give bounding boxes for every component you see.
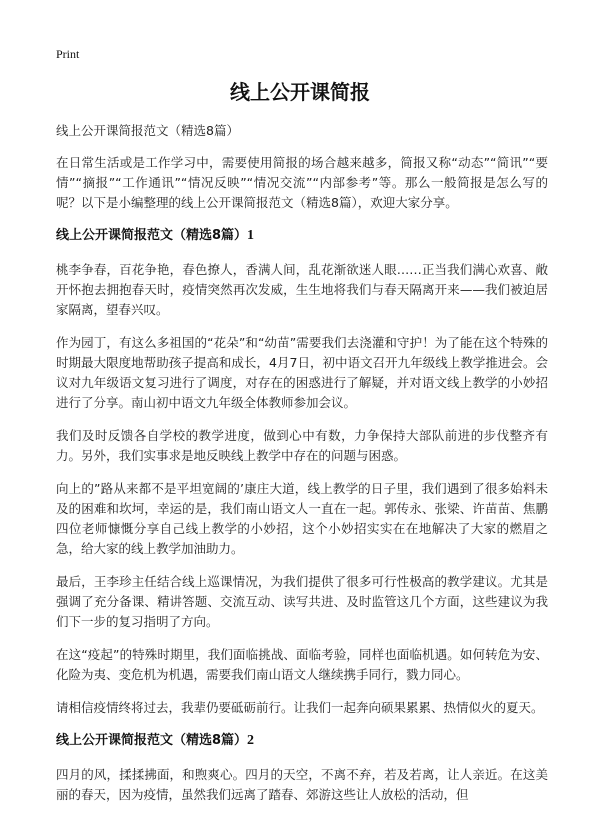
section-heading-text: 线上公开课简报范文（精选8篇） bbox=[56, 733, 248, 748]
intro-paragraph: 在日常生活或是工作学习中，需要使用简报的场合越来越多，简报又称“动态”“简讯”“要情”“摘报”“工作通讯”“情况反映”“情况交流”“内部参考”等。那么一般简报是怎么写的呢？以下是小编整理的线上公开课简报范文（精选8篇），欢迎大家分享。 bbox=[56, 155, 548, 210]
section-heading-text: 线上公开课简报范文（精选8篇） bbox=[56, 228, 248, 243]
section-heading bbox=[56, 731, 548, 751]
document-subtitle: 线上公开课简报范文（精选8篇） bbox=[56, 123, 239, 138]
body-paragraph: 请相信疫情终将过去，我辈仍要砥砺前行。让我们一起奔向硕果累累、热情似火的夏天。 bbox=[56, 700, 544, 715]
body-paragraph: 我们及时反馈各自学校的教学进度，做到心中有数，力争保持大部队前进的步伐整齐有力。另外，我们实事求是地反映线上教学中存在的问题与困惑。 bbox=[56, 428, 548, 463]
document-body bbox=[56, 121, 548, 818]
section-heading bbox=[56, 226, 548, 246]
section-heading-number: 1 bbox=[247, 228, 255, 243]
page-title: 线上公开课简报 bbox=[230, 80, 370, 104]
body-paragraph: 作为园丁，有这么多祖国的“花朵”和“幼苗”需要我们去浇灌和守护！为了能在这个特殊的时期最大限度地帮助孩子提高和成长，4月7日，初中语文召开九年级线上教学推进会。会议对九年级语文复习进行了调度，对存在的困惑进行了解疑，并对语文线上教学的小妙招进行了分享。南山初中语文九年级全体教师参加会议。 bbox=[56, 335, 548, 410]
section-1 bbox=[56, 226, 548, 718]
body-paragraph: 四月的风，揉揉拂面，和煦爽心。四月的天空，不离不弃，若及若离，让人亲近。在这美丽的春天，因为疫情，虽然我们远离了踏春、郊游这些让人放松的活动，但 bbox=[56, 767, 548, 802]
body-paragraph: 最后，王李珍主任结合线上巡课情况，为我们提供了很多可行性极高的教学建议。尤其是强调了充分备课、精讲答题、交流互动、读写共进、及时监管这几个方面，这些建议为我们下一步的复习指明了方向。 bbox=[56, 574, 548, 629]
body-paragraph: 在这“疫起”的特殊时期里，我们面临挑战、面临考验，同样也面临机遇。如何转危为安、化险为夷、变危机为机遇，需要我们南山语文人继续携手同行，戮力同心。 bbox=[56, 647, 548, 682]
section-2 bbox=[56, 731, 548, 805]
body-paragraph: 向上的”路从来都不是平坦宽阔的’康庄大道，线上教学的日子里，我们遇到了很多始料未及的困难和坎坷，幸运的是，我们南山语文人一直在一起。郭传永、张梁、许苗苗、焦鹏四位老师慷慨分享自己线上教学的小妙招，这个小妙招实实在在地解决了大家的燃眉之急，给大家的线上教学加油助力。 bbox=[56, 481, 548, 556]
body-paragraph: 桃李争春，百花争艳，春色撩人，香满人间，乱花渐欲迷人眼……正当我们满心欢喜、敞开怀抱去拥抱春天时，疫情突然再次发威，生生地将我们与春天隔离开来——我们被迫居家隔离，望春兴叹。 bbox=[56, 262, 548, 317]
section-heading-number: 2 bbox=[247, 733, 255, 748]
print-label: Print bbox=[56, 47, 80, 61]
